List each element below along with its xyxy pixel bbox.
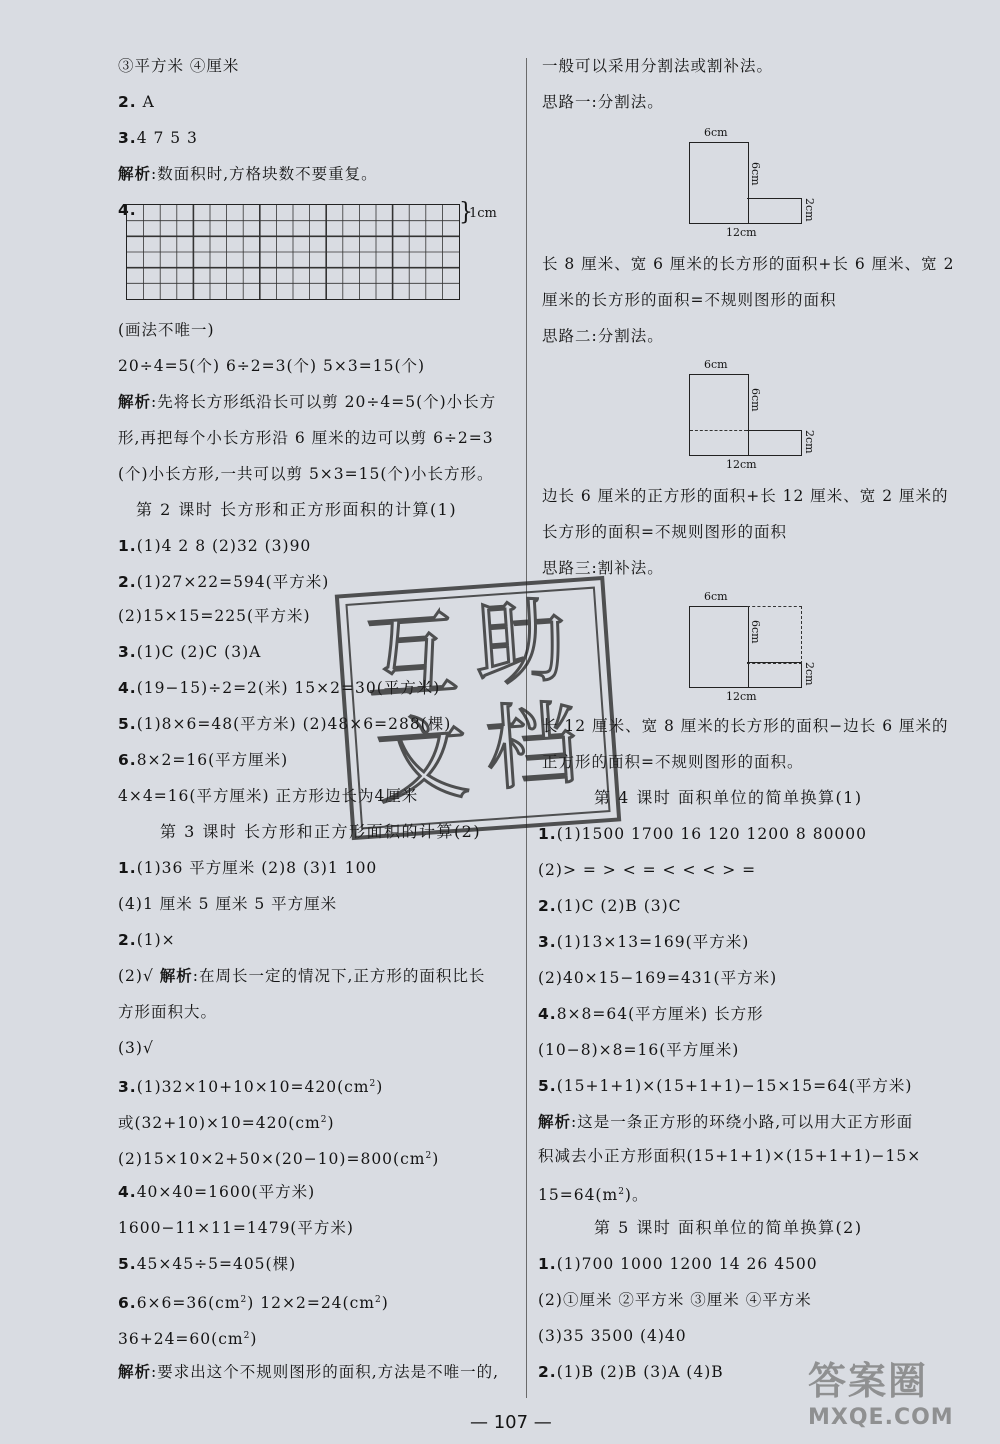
- answer-line: (4)1 厘米 5 厘米 5 平方厘米: [118, 895, 338, 913]
- answer-line: 5.45×45÷5=405(棵): [118, 1255, 297, 1273]
- figure-label: 2cm: [803, 198, 816, 222]
- answer-line: 3.4 7 5 3: [118, 129, 198, 147]
- square-shape: [689, 374, 749, 456]
- answer-line: $(2)15\times 10\times 2+50\times(20-10)=800(cm^2)$: [118, 1150, 440, 1169]
- answer-line: 2.(1)C (2)B (3)C: [538, 897, 682, 915]
- answer-line: 3.(1)13×13=169(平方米): [538, 933, 750, 951]
- section-heading: 第 2 课时 长方形和正方形面积的计算(1): [136, 500, 458, 519]
- analysis-line: 一般可以采用分割法或割补法。: [542, 57, 774, 75]
- figure-label: 6cm: [704, 590, 728, 603]
- stamp-char: 互: [361, 600, 461, 714]
- figure-label: 6cm: [704, 126, 728, 139]
- answer-line: $36+24=60(cm^2)$: [118, 1330, 258, 1349]
- answer-line: 方形面积大。: [118, 1003, 218, 1021]
- grid-lines: [127, 205, 459, 299]
- answer-line: 1.(1)1500 1700 16 120 1200 8 80000: [538, 825, 868, 843]
- analysis-line: 思路三:割补法。: [542, 559, 664, 577]
- answer-line: (画法不唯一): [118, 321, 215, 339]
- figure-label: 2cm: [803, 662, 816, 686]
- square-shape: [689, 142, 749, 224]
- analysis-line: 解析:先将长方形纸沿长可以剪 20÷4=5(个)小长方: [118, 393, 497, 411]
- answer-line: (2)15×15=225(平方米): [118, 607, 311, 625]
- answer-line: 1.(1)700 1000 1200 14 26 4500: [538, 1255, 818, 1273]
- answer-line: $3.(1)32\times 10+10\times 10=420(cm^2)$: [118, 1078, 384, 1097]
- analysis-line: 思路二:分割法。: [542, 327, 664, 345]
- figure-cut-fill-method: [680, 590, 840, 710]
- answer-line: 3.(1)C (2)C (3)A: [118, 643, 262, 661]
- figure-split-method-1: [680, 126, 840, 246]
- answer-line: 1600−11×11=1479(平方米): [118, 1219, 354, 1237]
- figure-label: 6cm: [749, 388, 762, 412]
- watermark-title: 答案圈: [808, 1359, 929, 1403]
- answer-line: 1.(1)4 2 8 (2)32 (3)90: [118, 537, 312, 555]
- stamp-logo: [335, 576, 622, 840]
- analysis-line: 解析:要求出这个不规则图形的面积,方法是不唯一的,: [118, 1363, 500, 1381]
- answer-line: 5.(15+1+1)×(15+1+1)−15×15=64(平方米): [538, 1077, 913, 1095]
- analysis-line: (个)小长方形,一共可以剪 5×3=15(个)小长方形。: [118, 465, 494, 483]
- page-number: — 107 —: [470, 1412, 552, 1433]
- figure-split-method-2: [680, 358, 840, 478]
- answer-line: 20÷4=5(个) 6÷2=3(个) 5×3=15(个): [118, 357, 426, 375]
- rect-shape: [747, 662, 802, 688]
- answer-line: (2)40×15−169=431(平方米): [538, 969, 778, 987]
- analysis-line: 长方形的面积=不规则图形的面积: [542, 523, 787, 541]
- analysis-line: 解析:数面积时,方格块数不要重复。: [118, 165, 378, 183]
- figure-label: 12cm: [726, 458, 757, 471]
- analysis-line: 长 12 厘米、宽 8 厘米的长方形的面积−边长 6 厘米的: [542, 717, 949, 735]
- grid-figure: [126, 204, 460, 300]
- answer-line: 4.40×40=1600(平方米): [118, 1183, 316, 1201]
- answer-line: 6.8×2=16(平方厘米): [118, 751, 289, 769]
- figure-label: 12cm: [726, 690, 757, 703]
- figure-label: 6cm: [749, 620, 762, 644]
- watermark-logo: [808, 1350, 954, 1430]
- stamp-char: 助: [470, 586, 571, 700]
- analysis-line: 正方形的面积=不规则图形的面积。: [542, 753, 804, 771]
- answer-line: 1.(1)36 平方厘米 (2)8 (3)1 100: [118, 859, 378, 877]
- section-heading: 第 4 课时 面积单位的简单换算(1): [594, 788, 863, 807]
- answer-line: (3)35 3500 (4)40: [538, 1327, 687, 1345]
- answer-line: (2)①厘米 ②平方米 ③厘米 ④平方米: [538, 1291, 812, 1309]
- analysis-line: 思路一:分割法。: [542, 93, 664, 111]
- rect-shape: [747, 430, 802, 456]
- answer-line: 4.: [118, 201, 137, 219]
- answer-line: 2.(1)×: [118, 931, 176, 949]
- figure-label: 12cm: [726, 226, 757, 239]
- answer-line: (3)√: [118, 1039, 154, 1057]
- answer-line: 或$(32+10)\times 10=420(cm^2)$: [118, 1114, 335, 1133]
- analysis-line: 积减去小正方形面积(15+1+1)×(15+1+1)−15×: [538, 1147, 922, 1165]
- answer-line: (2)> = > < = < < < > =: [538, 861, 757, 879]
- figure-label: 6cm: [749, 162, 762, 186]
- answer-line: 2.(1)B (2)B (3)A (4)B: [538, 1363, 724, 1381]
- section-heading: 第 3 课时 长方形和正方形面积的计算(2): [160, 822, 482, 841]
- answer-line: $6.6\times 6=36(cm^2)$ $12\times 2=24(cm^2)$: [118, 1294, 389, 1313]
- dashed-line: [690, 430, 747, 431]
- analysis-line: 厘米的长方形的面积=不规则图形的面积: [542, 291, 837, 309]
- analysis-line: $15=64(m^2)$。: [538, 1186, 649, 1205]
- analysis-line: 边长 6 厘米的正方形的面积+长 12 厘米、宽 2 厘米的: [542, 487, 949, 505]
- answer-line: (2)√ 解析:在周长一定的情况下,正方形的面积比长: [118, 967, 486, 985]
- analysis-line: 长 8 厘米、宽 6 厘米的长方形的面积+长 6 厘米、宽 2: [542, 255, 955, 273]
- answer-line: 5.(1)8×6=48(平方米) (2)48×6=288(棵): [118, 715, 452, 733]
- analysis-line: 解析:这是一条正方形的环绕小路,可以用大正方形面: [538, 1113, 914, 1131]
- brace-icon: }: [459, 198, 473, 227]
- answer-line: 4.8×8=64(平方厘米) 长方形: [538, 1005, 764, 1023]
- section-heading: 第 5 课时 面积单位的简单换算(2): [594, 1218, 863, 1237]
- answer-line: 4×4=16(平方厘米) 正方形边长为4厘米: [118, 787, 419, 805]
- answer-line: 2.(1)27×22=594(平方米): [118, 573, 330, 591]
- analysis-line: 形,再把每个小长方形沿 6 厘米的边可以剪 6÷2=3: [118, 429, 494, 447]
- rect-shape: [747, 198, 802, 224]
- answer-line: 2. A: [118, 93, 155, 111]
- figure-label: 2cm: [803, 430, 816, 454]
- stamp-char: 档: [482, 690, 582, 804]
- figure-label: 6cm: [704, 358, 728, 371]
- watermark-url: MXQE.COM: [808, 1405, 954, 1430]
- square-shape: [689, 606, 749, 688]
- grid-scale-label: 1cm: [469, 206, 497, 221]
- answer-line: ③平方米 ④厘米: [118, 57, 240, 75]
- answer-line: 4.(19−15)÷2=2(米) 15×2=30(平方米): [118, 679, 441, 697]
- answer-line: (10−8)×8=16(平方厘米): [538, 1041, 740, 1059]
- stamp-char: 文: [372, 703, 473, 818]
